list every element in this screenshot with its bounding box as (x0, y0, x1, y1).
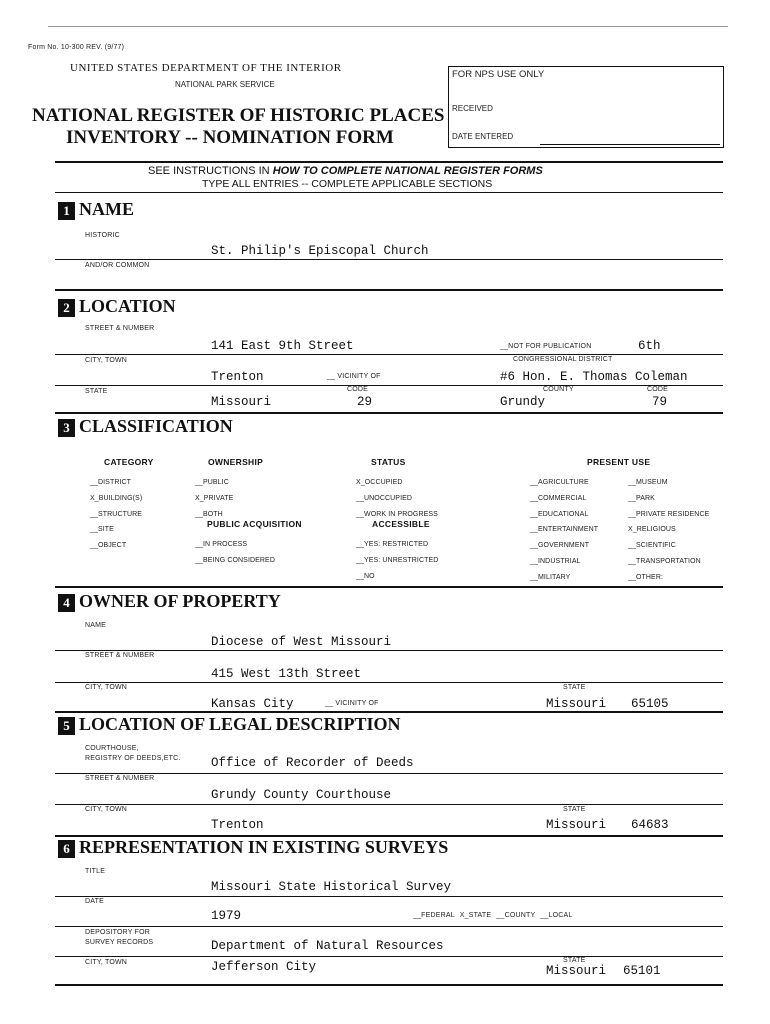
section-3-heading: 3 CLASSIFICATION (58, 416, 233, 437)
section-1-heading: 1 NAME (58, 199, 134, 220)
section-4-number: 4 (58, 594, 75, 612)
use-religious[interactable]: X_RELIGIOUS (628, 526, 676, 534)
district-field[interactable]: 6th (638, 339, 661, 353)
category-district[interactable]: __DISTRICT (90, 479, 132, 486)
depository-field[interactable]: Department of Natural Resources (211, 939, 444, 953)
acquisition-heading: PUBLIC ACQUISITION (207, 519, 302, 529)
section-6-bottom (55, 984, 723, 986)
common-label: AND/OR COMMON (85, 262, 150, 269)
section-6-heading: 6 REPRESENTATION IN EXISTING SURVEYS (58, 837, 448, 858)
historic-line (55, 259, 723, 260)
survey-records-label: SURVEY RECORDS (85, 939, 154, 946)
state-code-label: CODE (347, 386, 369, 393)
service-name: NATIONAL PARK SERVICE (175, 80, 275, 89)
owner-name-field[interactable]: Diocese of West Missouri (211, 635, 392, 649)
section-5-number: 5 (58, 717, 75, 735)
owner-city-label: CITY, TOWN (85, 684, 128, 691)
city-field[interactable]: Trenton (211, 370, 264, 384)
survey-date-field[interactable]: 1979 (211, 909, 242, 923)
street-label: STREET & NUMBER (85, 325, 155, 332)
survey-date-label: DATE (85, 898, 104, 905)
category-building[interactable]: X_BUILDING(S) (90, 494, 143, 502)
use-museum[interactable]: __MUSEUM (628, 479, 668, 486)
use-military[interactable]: __MILITARY (530, 573, 571, 581)
accessible-no[interactable]: __NO (356, 572, 375, 580)
survey-state-field[interactable]: Missouri (546, 964, 607, 978)
accessible-unrestricted[interactable]: __YES: UNRESTRICTED (356, 556, 439, 564)
ownership-heading: OWNERSHIP (208, 457, 264, 467)
vicinity-option[interactable]: __ VICINITY OF (327, 373, 381, 380)
courthouse-line (55, 773, 723, 774)
top-rule (48, 26, 728, 27)
category-structure[interactable]: __STRUCTURE (90, 510, 143, 518)
owner-street-line (55, 682, 723, 683)
registry-label: REGISTRY OF DEEDS,ETC. (85, 755, 181, 762)
use-transportation[interactable]: __TRANSPORTATION (628, 557, 701, 565)
section-4-heading: 4 OWNER OF PROPERTY (58, 591, 281, 612)
historic-name-field[interactable]: St. Philip's Episcopal Church (211, 244, 429, 258)
accessible-options (356, 537, 438, 584)
county-label: COUNTY (543, 386, 574, 393)
present-use-options-1 (530, 475, 598, 586)
city-line (55, 385, 723, 386)
form-title-line2: INVENTORY -- NOMINATION FORM (66, 127, 394, 148)
accessible-restricted[interactable]: __YES: RESTRICTED (356, 541, 429, 548)
legal-street-field[interactable]: Grundy County Courthouse (211, 788, 392, 802)
street-line (55, 354, 723, 355)
date-entered-label: DATE ENTERED (452, 132, 514, 141)
use-agriculture[interactable]: __AGRICULTURE (530, 479, 589, 486)
state-label: STATE (85, 388, 108, 395)
use-park[interactable]: __PARK (628, 494, 655, 502)
acquisition-in-process[interactable]: __IN PROCESS (195, 541, 248, 548)
county-code-label: CODE (647, 386, 669, 393)
owner-zip-field[interactable]: 65105 (631, 697, 669, 711)
nps-use-label: FOR NPS USE ONLY (452, 69, 545, 80)
instructions-line2: TYPE ALL ENTRIES -- COMPLETE APPLICABLE SECTIONS (202, 178, 493, 190)
legal-city-field[interactable]: Trenton (211, 818, 264, 832)
owner-city-field[interactable]: Kansas City (211, 697, 294, 711)
city-label: CITY, TOWN (85, 357, 128, 364)
legal-city-label: CITY, TOWN (85, 806, 128, 813)
owner-state-field[interactable]: Missouri (546, 697, 607, 711)
courthouse-field[interactable]: Office of Recorder of Deeds (211, 756, 414, 770)
owner-state-label: STATE (563, 684, 586, 691)
depository-line (55, 956, 723, 957)
ownership-options (195, 475, 233, 522)
not-for-publication[interactable]: __NOT FOR PUBLICATION (500, 343, 592, 350)
category-heading: CATEGORY (104, 457, 154, 467)
use-scientific[interactable]: __SCIENTIFIC (628, 542, 676, 550)
use-other[interactable]: __OTHER: (628, 573, 664, 581)
owner-name-line (55, 650, 723, 651)
legal-street-line (55, 804, 723, 805)
historic-label: HISTORIC (85, 232, 120, 239)
use-private-residence[interactable]: __PRIVATE RESIDENCE (628, 510, 710, 518)
depository-label: DEPOSITORY FOR (85, 929, 151, 936)
courthouse-label: COURTHOUSE, (85, 745, 139, 752)
owner-street-label: STREET & NUMBER (85, 652, 155, 659)
status-options (356, 475, 438, 522)
section-4-bottom (55, 711, 723, 713)
ownership-private[interactable]: X_PRIVATE (195, 494, 234, 502)
present-use-options-2 (628, 475, 709, 586)
status-work-in-progress[interactable]: __WORK IN PROGRESS (356, 510, 438, 518)
form-number: Form No. 10-300 REV. (9/77) (28, 44, 125, 51)
section-3-bottom (55, 586, 723, 588)
use-entertainment[interactable]: __ENTERTAINMENT (530, 526, 599, 534)
agency-name: UNITED STATES DEPARTMENT OF THE INTERIOR (70, 62, 342, 74)
category-site[interactable]: __SITE (90, 526, 114, 534)
county-code-field[interactable]: 79 (652, 395, 668, 409)
use-industrial[interactable]: __INDUSTRIAL (530, 557, 581, 565)
acquisition-options (195, 537, 275, 569)
county-field[interactable]: Grundy (500, 395, 546, 409)
category-options (90, 475, 142, 554)
form-title-line1: NATIONAL REGISTER OF HISTORIC PLACES (32, 105, 445, 126)
status-occupied[interactable]: X_OCCUPIED (356, 479, 403, 486)
legal-zip-field[interactable]: 64683 (631, 818, 669, 832)
owner-vicinity-option[interactable]: __ VICINITY OF (325, 700, 379, 707)
received-label: RECEIVED (452, 104, 493, 113)
congressional-district-label: CONGRESSIONAL DISTRICT (513, 356, 613, 363)
street-field[interactable]: 141 East 9th Street (211, 339, 354, 353)
owner-name-label: NAME (85, 622, 107, 629)
instructions-divider (55, 192, 723, 193)
survey-city-label: CITY, TOWN (85, 959, 128, 966)
use-commercial[interactable]: __COMMERCIAL (530, 494, 587, 502)
category-object[interactable]: __OBJECT (90, 542, 127, 550)
survey-level-options[interactable]: __FEDERAL X_STATE __COUNTY __LOCAL (413, 912, 573, 919)
section-5-heading: 5 LOCATION OF LEGAL DESCRIPTION (58, 714, 401, 735)
owner-street-field[interactable]: 415 West 13th Street (211, 667, 362, 681)
legal-street-label: STREET & NUMBER (85, 775, 155, 782)
section-2-bottom (55, 412, 723, 414)
ownership-public[interactable]: __PUBLIC (195, 479, 229, 486)
section-2-heading: 2 LOCATION (58, 296, 176, 317)
use-government[interactable]: __GOVERNMENT (530, 542, 590, 550)
ownership-both[interactable]: __BOTH (195, 510, 223, 518)
legal-state-field[interactable]: Missouri (546, 818, 607, 832)
header-divider (55, 161, 723, 163)
survey-title-line (55, 896, 723, 897)
use-educational[interactable]: __EDUCATIONAL (530, 510, 589, 518)
date-entered-line (540, 144, 720, 145)
status-unoccupied[interactable]: __UNOCCUPIED (356, 494, 413, 502)
state-field[interactable]: Missouri (211, 395, 272, 409)
survey-title-label: TITLE (85, 868, 106, 875)
section-6-number: 6 (58, 840, 75, 858)
state-code-field[interactable]: 29 (357, 395, 373, 409)
survey-date-line (55, 926, 723, 927)
present-use-heading: PRESENT USE (587, 457, 651, 467)
survey-zip-field[interactable]: 65101 (623, 964, 661, 978)
section-3-number: 3 (58, 419, 75, 437)
acquisition-being-considered[interactable]: __BEING CONSIDERED (195, 556, 275, 564)
status-heading: STATUS (371, 457, 406, 467)
section-2-number: 2 (58, 299, 75, 317)
survey-city-field[interactable]: Jefferson City (211, 960, 317, 974)
instructions-line1: SEE INSTRUCTIONS IN HOW TO COMPLETE NATIONAL REGISTER FORMS (148, 165, 543, 177)
section-1-number: 1 (58, 202, 75, 220)
survey-title-field[interactable]: Missouri State Historical Survey (211, 880, 452, 894)
accessible-heading: ACCESSIBLE (372, 519, 430, 529)
legal-state-label: STATE (563, 806, 586, 813)
representative-field[interactable]: #6 Hon. E. Thomas Coleman (500, 370, 688, 384)
survey-state-label: STATE (563, 957, 586, 964)
section-1-bottom (55, 289, 723, 291)
